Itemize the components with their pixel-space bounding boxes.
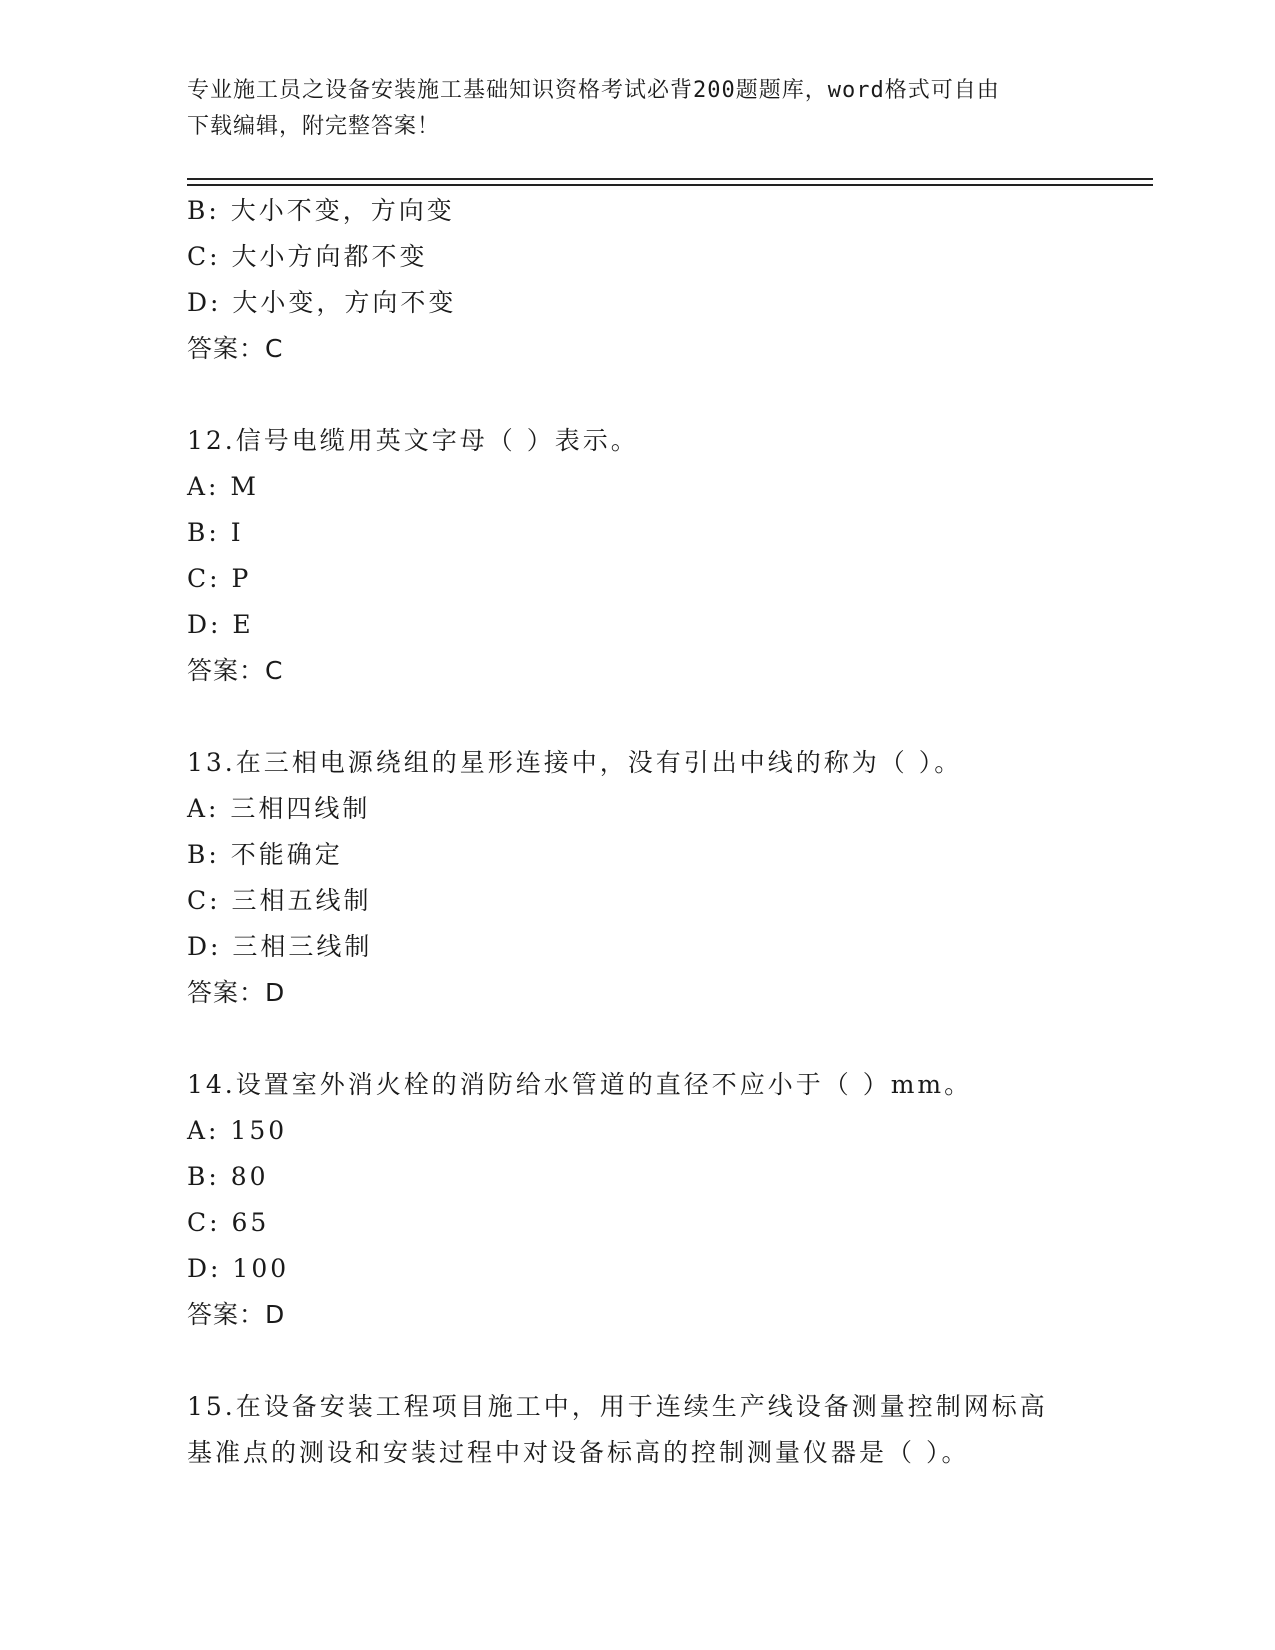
q15-question-line-1: 15.在设备安装工程项目施工中，用于连续生产线设备测量控制网标高 (187, 1392, 1048, 1421)
question-list (187, 188, 1153, 1476)
q14-question: 14.设置室外消火栓的消防给水管道的直径不应小于（ ）mm。 (187, 1070, 973, 1099)
q13-question: 13.在三相电源绕组的星形连接中，没有引出中线的称为（ ）。 (187, 748, 963, 777)
q11-answer: 答案：C (187, 334, 284, 363)
q12-option-a: A: M (187, 472, 260, 501)
q13-option-b: B: 不能确定 (187, 840, 343, 869)
q14-answer: 答案：D (187, 1300, 286, 1329)
header-line-1: 专业施工员之设备安装施工基础知识资格考试必背200题题库，word格式可自由 (187, 78, 1000, 103)
q11-option-d: D: 大小变，方向不变 (187, 288, 457, 317)
q13-option-a: A: 三相四线制 (187, 794, 371, 823)
header-rule-bottom (187, 184, 1153, 186)
document-header (187, 73, 1087, 145)
q12-option-b: B: I (187, 518, 244, 547)
spacer (187, 372, 1153, 418)
header-rule-top (187, 178, 1153, 180)
q15-question-line-2: 基准点的测设和安装过程中对设备标高的控制测量仪器是（ ）。 (187, 1438, 970, 1467)
q14-option-c: C: 65 (187, 1208, 270, 1237)
q11-option-c: C: 大小方向都不变 (187, 242, 428, 271)
q13-answer: 答案：D (187, 978, 286, 1007)
q12-option-c: C: P (187, 564, 252, 593)
q14-option-a: A: 150 (187, 1116, 288, 1145)
q13-option-c: C: 三相五线制 (187, 886, 372, 915)
spacer (187, 1338, 1153, 1384)
q11-option-b: B: 大小不变，方向变 (187, 196, 455, 225)
q14-option-d: D: 100 (187, 1254, 290, 1283)
q14-option-b: B: 80 (187, 1162, 269, 1191)
q12-option-d: D: E (187, 610, 254, 639)
spacer (187, 694, 1153, 740)
q12-answer: 答案：C (187, 656, 284, 685)
q12-question: 12.信号电缆用英文字母（ ）表示。 (187, 426, 639, 455)
q13-option-d: D: 三相三线制 (187, 932, 373, 961)
header-line-2: 下载编辑，附完整答案！ (187, 114, 441, 139)
spacer (187, 1016, 1153, 1062)
